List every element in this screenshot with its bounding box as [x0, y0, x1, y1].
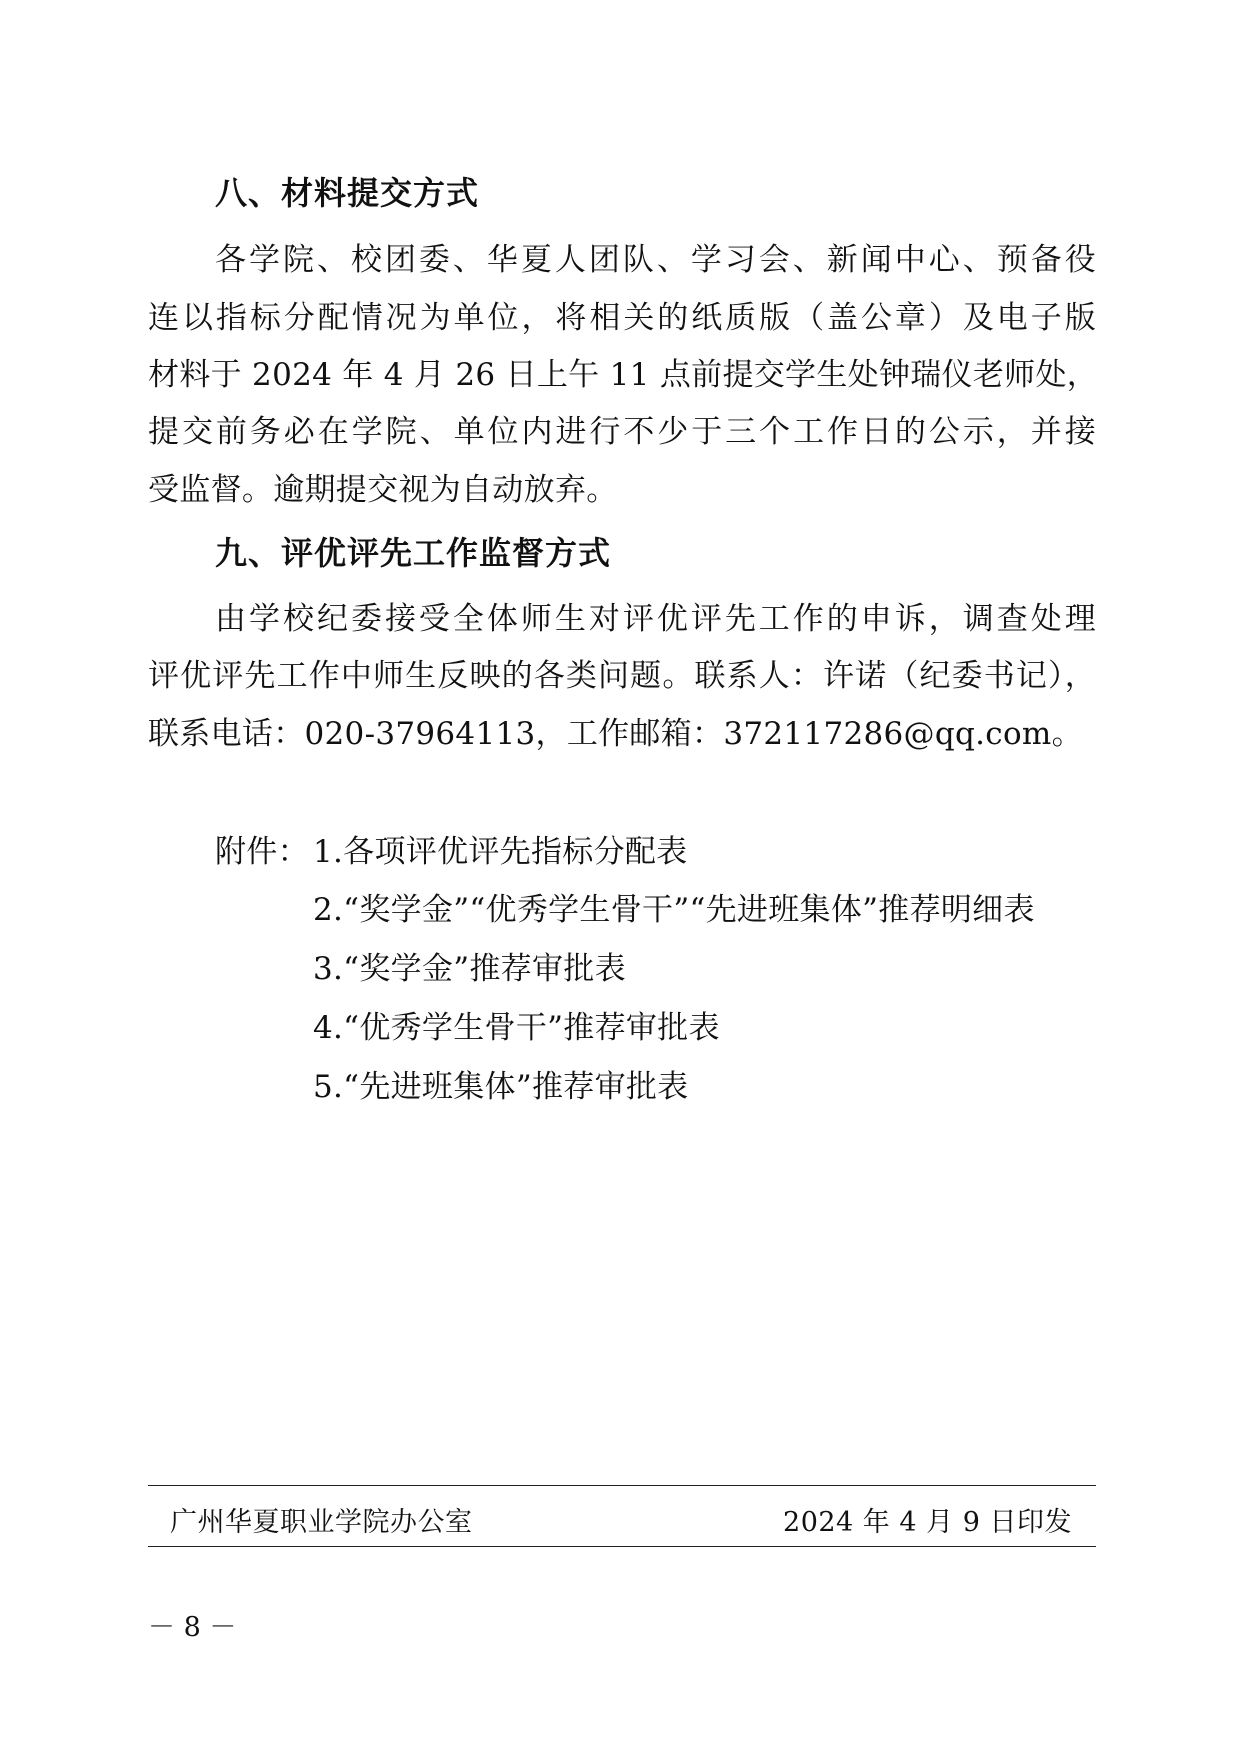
section-9-line-2: 评优评先工作中师生反映的各类问题。联系人：许诺（纪委书记）， [148, 658, 1096, 694]
section-9-line-1: 由学校纪委接受全体师生对评优评先工作的申诉，调查处理 [215, 601, 1096, 637]
footer-issuer: 广州华夏职业学院办公室 [170, 1507, 473, 1538]
footer-bottom-rule [148, 1546, 1096, 1547]
section-8-line-3: 材料于 2024 年 4 月 26 日上午 11 点前提交学生处钟瑞仪老师处， [148, 357, 1099, 393]
section-9-heading: 九、评优评先工作监督方式 [215, 534, 612, 572]
section-8-line-2: 连以指标分配情况为单位，将相关的纸质版（盖公章）及电子版 [148, 300, 1096, 336]
attachment-item-3: 3.“奖学金”推荐审批表 [313, 951, 626, 987]
section-8-line-5: 受监督。逾期提交视为自动放弃。 [148, 472, 618, 508]
section-9-line-3: 联系电话：020-37964113，工作邮箱：372117286@qq.com。 [148, 716, 1083, 752]
section-8-line-1: 各学院、校团委、华夏人团队、学习会、新闻中心、预备役 [215, 242, 1096, 278]
attachment-item-4: 4.“优秀学生骨干”推荐审批表 [313, 1010, 720, 1046]
section-8-line-4: 提交前务必在学院、单位内进行不少于三个工作日的公示，并接 [148, 414, 1096, 450]
attachment-item-2: 2.“奖学金”“优秀学生骨干”“先进班集体”推荐明细表 [313, 892, 1035, 928]
section-8-heading: 八、材料提交方式 [215, 174, 480, 212]
attachment-item-5: 5.“先进班集体”推荐审批表 [313, 1069, 689, 1105]
attachments-label: 附件： [215, 834, 309, 870]
attachment-item-1: 1.各项评优评先指标分配表 [313, 834, 688, 870]
page-number: － 8 － [148, 1612, 237, 1643]
footer-top-rule [148, 1485, 1096, 1486]
footer-date: 2024 年 4 月 9 日印发 [783, 1507, 1072, 1538]
